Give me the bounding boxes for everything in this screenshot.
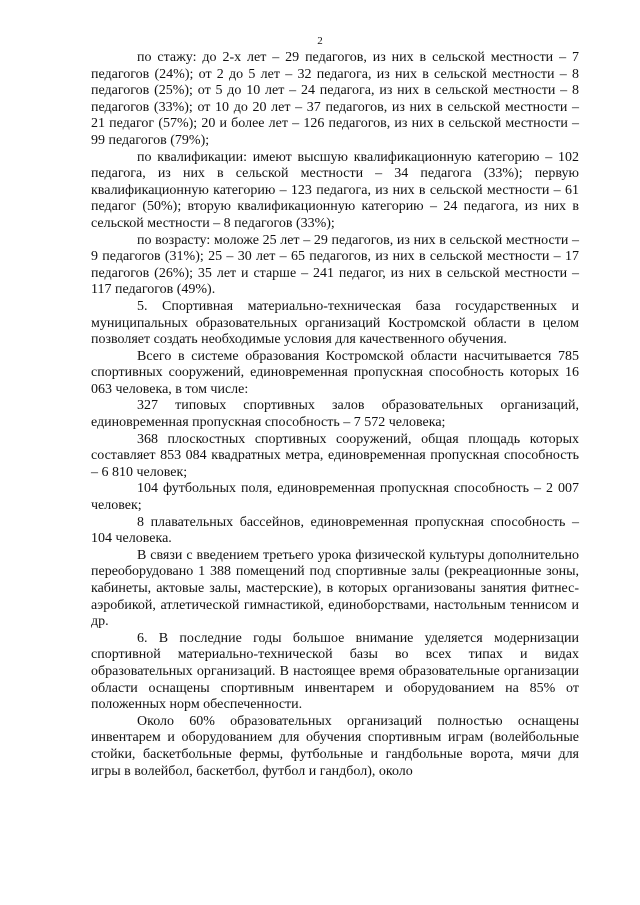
page-number: 2 — [317, 35, 323, 47]
paragraph-experience: по стажу: до 2-х лет – 29 педагогов, из них в сельской местности – 7 педагогов (24%); от 2 до 5 лет – 32 педагога, из них в сельской местности – 8 педагогов (25%); от 5 до 10 лет – 24 педагога, из них в сельской местности – 8 педагогов (33%); от 10 до 20 лет – 37 педагогов, из них в сельской местности – 21 педагог (57%); 20 и более лет – 126 педагогов, из них в сельской местности – 99 педагогов (79%); — [91, 50, 579, 148]
paragraph-age: по возрасту: моложе 25 лет – 29 педагогов, из них в сельской местности – 9 педагогов (31%); 25 – 30 лет – 65 педагогов, из них в сельской местности – 17 педагогов (26%); 35 лет и старше – 241 педагог, из них в сельской местности – 117 педагогов (49%). — [91, 232, 579, 298]
paragraph-football-fields: 104 футбольных поля, единовременная пропускная способность – 2 007 человек; — [91, 481, 579, 514]
paragraph-qualification: по квалификации: имеют высшую квалификационную категорию – 102 педагога, из них в сельской местности – 34 педагога (33%); первую квалификационную категорию – 123 педагога, из них в сельской местности – 61 педагог (50%); вторую квалификационную категорию – 24 педагога, из них в сельской местности – 8 педагогов (33%); — [91, 149, 579, 231]
paragraph-equipment: Около 60% образовательных организаций полностью оснащены инвентарем и оборудованием для обучения спортивным играм (волейбольные стойки, баскетбольные фермы, футбольные и гандбольные ворота, мячи для игры в волейбол, баскетбол, футбол и гандбол), около — [91, 713, 579, 779]
paragraph-facilities-total: Всего в системе образования Костромской области насчитывается 785 спортивных сооружений, единовременная пропускная способность которых 16 063 человека, в том числе: — [91, 348, 579, 397]
paragraph-third-pe-lesson: В связи с введением третьего урока физической культуры дополнительно переоборудовано 1 388 помещений под спортивные залы (рекреационные зоны, кабинеты, актовые залы, мастерские), в которых организованы занятия фитнес-аэробикой, атлетической гимнастикой, единоборствами, настольным теннисом и др. — [91, 547, 579, 630]
paragraph-pools: 8 плавательных бассейнов, единовременная пропускная способность – 104 человека. — [91, 514, 579, 547]
paragraph-sports-halls: 327 типовых спортивных залов образовательных организаций, единовременная пропускная способность – 7 572 человека; — [91, 398, 579, 431]
document-body — [91, 50, 579, 780]
paragraph-sports-base: 5. Спортивная материально-техническая база государственных и муниципальных образовательных организаций Костромской области в целом позволяет создать необходимые условия для качественного обучения. — [91, 298, 579, 348]
paragraph-modernization: 6. В последние годы большое внимание уделяется модернизации спортивной материально-технической базы во всех типах и видах образовательных организаций. В настоящее время образовательные организации области оснащены спортивным инвентарем и оборудованием на 85% от положенных норм обеспеченности. — [91, 630, 579, 713]
paragraph-flat-facilities: 368 плоскостных спортивных сооружений, общая площадь которых составляет 853 084 квадратных метра, единовременная пропускная способность – 6 810 человек; — [91, 431, 579, 480]
